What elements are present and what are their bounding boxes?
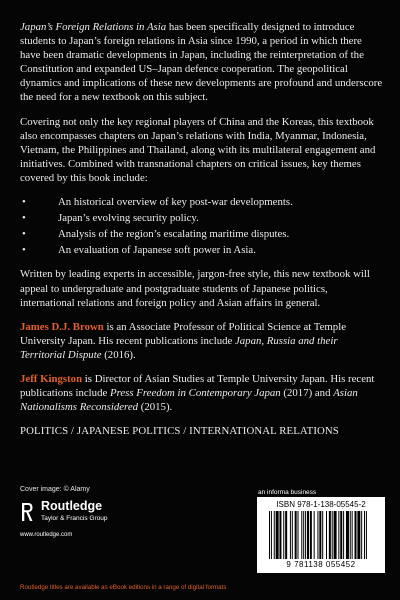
author-name: Jeff Kingston [20, 372, 83, 385]
barcode-bar [298, 511, 299, 559]
barcode-bar [366, 511, 367, 559]
author-book-title: Asian Nationalisms Reconsidered [20, 387, 358, 414]
barcode-bar [303, 511, 304, 559]
barcode-bar [274, 511, 275, 559]
barcode-panel [257, 497, 385, 573]
barcode-bar [352, 511, 353, 559]
book-title: Japan’s Foreign Relations in Asia [20, 21, 167, 33]
key-theme-item: • An historical overview of key post-war developments. [20, 195, 384, 209]
key-theme-item: • Japan’s evolving security policy. [20, 211, 384, 225]
informa-label: an informa business [258, 489, 317, 496]
publisher-group: Taylor & Francis Group [41, 515, 108, 522]
barcode-bar [307, 511, 309, 559]
barcode-bar [322, 511, 323, 559]
barcode-bar [329, 511, 331, 559]
barcode-bar [269, 511, 270, 559]
barcode-bar [334, 511, 337, 559]
barcode-graphic [268, 511, 374, 559]
barcode-bar [357, 511, 360, 559]
author-bio-text: is an Associate Professor of Political Science at Temple University Japan. His recent publications include [20, 320, 346, 347]
barcode-bar [310, 511, 312, 559]
barcode-bar [276, 511, 279, 559]
barcode-bar [346, 511, 349, 559]
key-theme-item: • Analysis of the region’s escalating maritime disputes. [20, 227, 384, 241]
author-name: James D.J. Brown [20, 320, 104, 333]
description-paragraph-3: Written by leading experts in accessible, jargon-free style, this new textbook will appeal to undergraduate and postgraduate students of Japanese politics, international relations and foreign policy and Asian affairs in general. [20, 268, 370, 309]
ebook-availability-note: Routledge titles are available as eBook editions in a range of digital formats [20, 584, 227, 591]
barcode-bar [319, 511, 321, 559]
author-bio-1 [20, 320, 384, 362]
publisher-url: www.routledge.com [20, 532, 73, 538]
routledge-r-icon [20, 501, 34, 523]
barcode-digits: 9 781138 055452 [286, 560, 356, 569]
author-book-title: Japan, Russia and their Territorial Dispute [20, 334, 338, 361]
description-paragraph-2: Covering not only the key regional players of China and the Koreas, this textbook also encompasses chapters on Japan’s relations with India, Myanmar, Indonesia, Vietnam, the Philippines and Thailand, along with its multilateral engagement and initiatives. Combined with transnational chapters on critical issues, key themes covered by this book include: [20, 115, 376, 184]
barcode-bar [338, 511, 339, 559]
key-themes-list [20, 195, 384, 257]
barcode-bar [361, 511, 362, 559]
key-theme-item: • An evaluation of Japanese soft power in Asia. [20, 243, 384, 257]
barcode-bar [301, 511, 302, 559]
barcode-bar [292, 511, 293, 559]
cover-image-credit: Cover image: © Alamy [20, 486, 90, 493]
barcode-bar [271, 511, 272, 559]
barcode-bar [283, 511, 284, 559]
subject-categories: POLITICS / JAPANESE POLITICS / INTERNATIONAL RELATIONS [20, 425, 339, 438]
publisher-logo [20, 499, 150, 541]
barcode-bar [340, 511, 342, 559]
author-bio-text: (2015). [138, 401, 173, 414]
author-bio-2 [20, 372, 384, 414]
barcode-bar [285, 511, 287, 559]
barcode-bar [355, 511, 357, 559]
isbn-label: ISBN 978-1-138-05545-2 [276, 500, 366, 509]
description-paragraph-1 [20, 20, 384, 105]
barcode-bar [317, 511, 318, 559]
author-bio-text: (2017) and [280, 387, 334, 400]
barcode-bar [332, 511, 333, 559]
barcode-bar [314, 511, 315, 559]
barcode-bar [290, 511, 291, 559]
description-block [20, 20, 384, 438]
barcode-bar [343, 511, 344, 559]
description-paragraph-1-text: has been specifically designed to introduce students to Japan’s foreign relations in Asia since 1990, a period in which there have been dramatic developments in Japan, including the reinterpretation of the Constitution and expanded US–Japan defence cooperation. The geopolitical dynamics and implications of these new developments are profound and underscore the need for a new textbook on this subject. [20, 21, 383, 104]
author-book-title: Press Freedom in Contemporary Japan [109, 387, 281, 400]
author-bio-text: (2016). [101, 348, 136, 361]
publisher-name: Routledge [41, 499, 103, 513]
barcode-bar [326, 511, 327, 559]
author-bio-text: is Director of Asian Studies at Temple University Japan. His recent publications include [20, 372, 375, 400]
barcode-bar [279, 511, 281, 559]
barcode-bar [305, 511, 306, 559]
barcode-bar [350, 511, 351, 559]
barcode-bar [295, 511, 297, 559]
barcode-bar [364, 511, 365, 559]
